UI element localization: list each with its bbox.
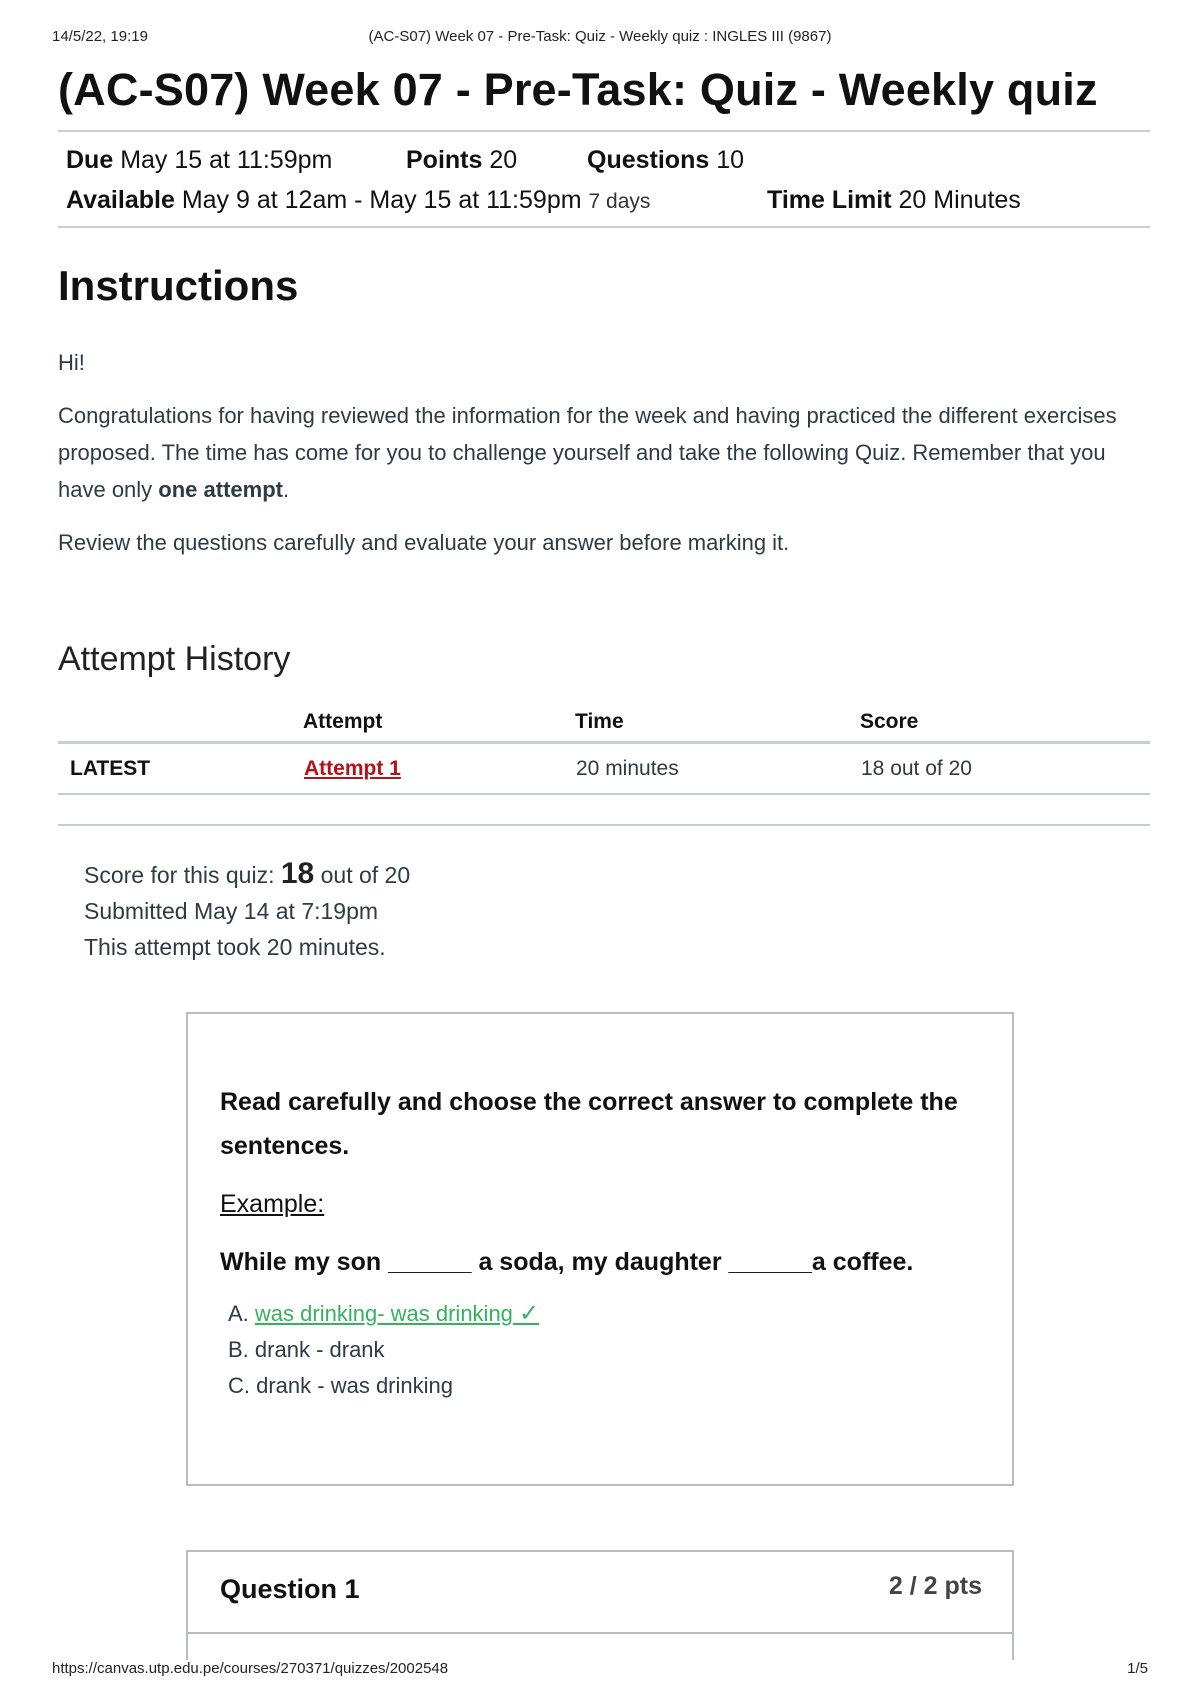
check-icon: ✓ bbox=[519, 1300, 540, 1327]
column-header bbox=[58, 703, 303, 743]
question-card bbox=[186, 1550, 1014, 1670]
print-date: 14/5/22, 19:19 bbox=[52, 28, 148, 45]
attempt-cell bbox=[303, 743, 575, 795]
latest-label: LATEST bbox=[58, 743, 303, 795]
instructions-paragraph: Review the questions carefully and evaluate your answer before marking it. bbox=[58, 530, 790, 555]
divider bbox=[58, 824, 1150, 826]
instructions-heading: Instructions bbox=[58, 262, 299, 309]
instructions-paragraph: Congratulations for having reviewed the information for the week and having practiced the different exercises proposed. The time has come for you to challenge yourself and take the following Quiz. Remember that you have only one attempt. bbox=[58, 403, 1117, 502]
score-summary bbox=[84, 856, 1150, 965]
print-url: https://canvas.utp.edu.pe/courses/270371/quizzes/2002548 bbox=[52, 1660, 449, 1677]
availability: Available May 9 at 12am - May 15 at 11:59pm 7 days bbox=[66, 186, 651, 214]
print-header bbox=[52, 28, 1148, 48]
correct-answer: was drinking- was drinking ✓ bbox=[254, 1300, 540, 1327]
question-title: Question 1 bbox=[220, 1574, 360, 1604]
column-header: Score bbox=[860, 703, 1150, 743]
score-cell: 18 out of 20 bbox=[860, 743, 1150, 795]
intro-text-block bbox=[186, 1012, 1014, 1486]
column-header: Time bbox=[575, 703, 860, 743]
list-item: B. drank - drank bbox=[228, 1337, 385, 1362]
instructions-body bbox=[58, 344, 1150, 561]
due-date: Due May 15 at 11:59pm bbox=[66, 146, 333, 174]
greeting: Hi! bbox=[58, 350, 85, 375]
questions-count: Questions 10 bbox=[587, 146, 745, 174]
page-title: (AC-S07) Week 07 - Pre-Task: Quiz - Weekly quiz bbox=[58, 64, 1098, 115]
print-footer bbox=[52, 1660, 1148, 1682]
quiz-details bbox=[58, 132, 1150, 226]
list-item: A. was drinking- was drinking ✓ bbox=[228, 1300, 540, 1327]
divider bbox=[58, 226, 1150, 228]
attempt-history-heading: Attempt History bbox=[58, 640, 291, 678]
print-doc-title: (AC-S07) Week 07 - Pre-Task: Quiz - Weekly quiz : INGLES III (9867) bbox=[368, 28, 832, 45]
time-cell: 20 minutes bbox=[575, 743, 860, 795]
question-header bbox=[188, 1552, 1012, 1634]
time-limit: Time Limit 20 Minutes bbox=[767, 186, 1021, 214]
column-header: Attempt bbox=[303, 703, 575, 743]
submitted-time: Submitted May 14 at 7:19pm bbox=[84, 898, 379, 924]
intro-prompt: Read carefully and choose the correct answer to complete the sentences. bbox=[220, 1088, 958, 1160]
list-item: C. drank - was drinking bbox=[228, 1373, 453, 1398]
question-points: 2 / 2 pts bbox=[888, 1572, 982, 1600]
example-sentence: While my son ______ a soda, my daughter ______a coffee. bbox=[220, 1248, 914, 1276]
quiz-score: Score for this quiz: 18 out of 20 bbox=[84, 857, 411, 890]
attempt-history-table bbox=[58, 703, 1150, 795]
attempt-link[interactable]: Attempt 1 bbox=[304, 756, 401, 780]
page-number: 1/5 bbox=[1127, 1660, 1148, 1677]
attempt-duration: This attempt took 20 minutes. bbox=[84, 934, 386, 960]
example-options bbox=[228, 1296, 980, 1404]
main-content bbox=[58, 58, 1150, 965]
table-row bbox=[58, 743, 1150, 795]
points-total: Points 20 bbox=[406, 146, 518, 174]
example-label: Example: bbox=[220, 1190, 325, 1218]
